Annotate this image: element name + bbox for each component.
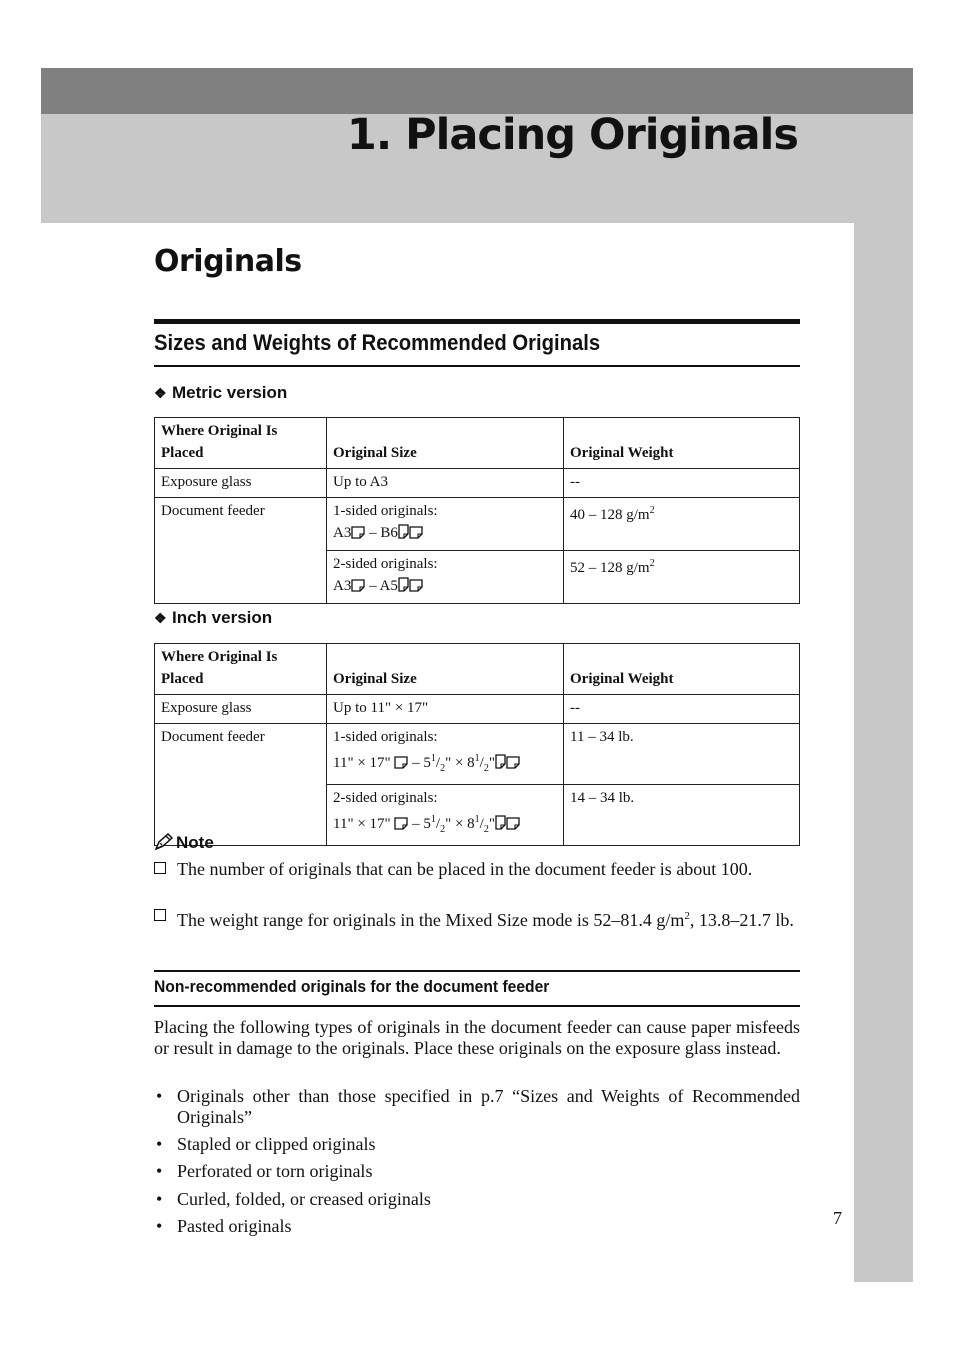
list-item-text: Pasted originals	[177, 1216, 292, 1236]
weight-value: 40 – 128 g/m	[570, 507, 650, 523]
chapter-title: 1. Placing Originals	[346, 110, 798, 160]
cell-size: 2-sided originals: A3 – A5	[327, 551, 564, 604]
list-item-text: Curled, folded, or creased originals	[177, 1189, 431, 1209]
table-row	[155, 695, 800, 724]
list-item	[154, 1161, 800, 1182]
diamond-icon: ❖	[154, 610, 167, 626]
landscape-paper-icon	[351, 577, 365, 599]
header-cell-weight: Original Weight	[564, 644, 800, 695]
landscape-paper-icon	[351, 524, 365, 546]
size-label: 1-sided originals:	[333, 729, 438, 745]
size-label: 2-sided originals:	[333, 556, 438, 572]
size-main: 11" × 17"	[333, 755, 391, 771]
portrait-paper-icon	[398, 577, 409, 599]
fraction-den: 2	[440, 763, 446, 774]
cell-weight	[564, 498, 800, 551]
nonrec-rule-top	[154, 970, 800, 972]
checkbox-icon	[154, 909, 166, 921]
landscape-paper-icon	[506, 754, 520, 776]
note-heading	[154, 833, 214, 853]
portrait-paper-icon	[495, 754, 506, 776]
list-item	[154, 1134, 800, 1155]
weight-sup: 2	[649, 558, 655, 569]
inch-table	[154, 643, 800, 846]
size-end: "	[488, 755, 495, 771]
list-item	[154, 1189, 800, 1210]
landscape-paper-icon	[409, 577, 423, 599]
metric-heading	[154, 383, 287, 403]
diamond-icon: ❖	[154, 385, 167, 401]
table-row	[155, 469, 800, 498]
size-to: A5	[379, 578, 398, 594]
landscape-paper-icon	[409, 524, 423, 546]
header-cell-size: Original Size	[327, 644, 564, 695]
list-item	[154, 1216, 800, 1237]
cell-weight: 11 – 34 lb.	[564, 724, 800, 785]
side-tab-band	[854, 223, 913, 1282]
header-cell-weight: Original Weight	[564, 418, 800, 469]
cell-weight: 14 – 34 lb.	[564, 785, 800, 846]
landscape-paper-icon	[394, 754, 408, 776]
bullet-dot: •	[156, 1216, 163, 1236]
size-to: B6	[380, 525, 398, 541]
metric-heading-label: Metric version	[172, 383, 288, 402]
note-heading-label: Note	[176, 833, 214, 852]
checkbox-icon	[154, 862, 166, 874]
cell-weight: --	[564, 469, 800, 498]
size-end: "	[488, 816, 495, 832]
table-header-row	[155, 644, 800, 695]
fraction-num: 1	[474, 753, 480, 764]
note-item	[154, 906, 800, 931]
subsection-title: Sizes and Weights of Recommended Originals	[154, 330, 601, 355]
size-dash: – 5	[408, 755, 431, 771]
note-text-sup: 2	[684, 910, 690, 922]
cell-size: 2-sided originals: 11" × 17" – $5^1/_2$" × $8^1/_2$"	[327, 785, 564, 846]
note-text: The number of originals that can be placed in the document feeder is about 100.	[177, 859, 753, 879]
cell-weight: --	[564, 695, 800, 724]
inch-heading-label: Inch version	[172, 608, 273, 627]
size-main: 11" × 17"	[333, 816, 391, 832]
bullet-dot: •	[156, 1134, 163, 1154]
fraction-den: 2	[483, 824, 489, 835]
bullet-dot: •	[156, 1086, 163, 1106]
header-cell-size: Original Size	[327, 418, 564, 469]
page-number: 7	[833, 1208, 842, 1228]
times-eight: " × 8	[445, 755, 475, 771]
header-cell-place: Where Original Is Placed	[155, 644, 327, 695]
header-cell-place: Where Original Is Placed	[155, 418, 327, 469]
fraction-num: 1	[430, 753, 436, 764]
table-row	[155, 724, 800, 785]
landscape-paper-icon	[394, 815, 408, 837]
nonrec-rule-bottom	[154, 1005, 800, 1007]
pencil-note-icon	[154, 833, 176, 852]
list-item-text: Perforated or torn originals	[177, 1161, 373, 1181]
header-band-dark	[41, 68, 913, 114]
bullet-dot: •	[156, 1161, 163, 1181]
cell-size: 1-sided originals: A3 – B6	[327, 498, 564, 551]
list-item-text: Originals other than those specified in p.7 “Sizes and Weights of Recommended Originals”	[177, 1086, 800, 1127]
size-dash: – 5	[408, 816, 431, 832]
cell-place: Exposure glass	[155, 469, 327, 498]
section-rule-top	[154, 319, 800, 324]
list-item-text: Stapled or clipped originals	[177, 1134, 376, 1154]
cell-size: Up to 11" × 17"	[327, 695, 564, 724]
note-text-post: , 13.8–21.7 lb.	[689, 910, 794, 930]
cell-size: Up to A3	[327, 469, 564, 498]
fraction-num: 1	[430, 814, 436, 825]
size-from: A3	[333, 525, 352, 541]
portrait-paper-icon	[495, 815, 506, 837]
weight-sup: 2	[649, 505, 655, 516]
cell-place: Exposure glass	[155, 695, 327, 724]
table-row	[155, 498, 800, 551]
note-text-pre: The weight range for originals in the Mixed Size mode is 52–81.4 g/m	[177, 910, 685, 930]
bullet-dot: •	[156, 1189, 163, 1209]
cell-place: Document feeder	[155, 724, 327, 846]
note-item	[154, 859, 800, 880]
section-title: Originals	[154, 244, 302, 279]
times-eight: " × 8	[445, 816, 475, 832]
table-header-row	[155, 418, 800, 469]
section-rule-bottom	[154, 365, 800, 367]
weight-value: 52 – 128 g/m	[570, 560, 650, 576]
size-from: A3	[333, 578, 352, 594]
size-label: 2-sided originals:	[333, 790, 438, 806]
metric-table	[154, 417, 800, 604]
note-text	[177, 906, 800, 931]
cell-place: Document feeder	[155, 498, 327, 604]
cell-weight	[564, 551, 800, 604]
fraction-den: 2	[440, 824, 446, 835]
inch-heading	[154, 608, 272, 628]
list-item	[154, 1086, 800, 1128]
fraction-num: 1	[474, 814, 480, 825]
cell-size: 1-sided originals: 11" × 17" – $5^1/_2$" × $8^1/_2$"	[327, 724, 564, 785]
size-label: 1-sided originals:	[333, 503, 438, 519]
nonrec-paragraph: Placing the following types of originals in the document feeder can cause paper misfeeds or result in damage to the originals. Place these originals on the exposure glass instead.	[154, 1017, 800, 1058]
portrait-paper-icon	[398, 524, 409, 546]
fraction-den: 2	[483, 763, 489, 774]
nonrec-heading: Non-recommended originals for the document feeder	[154, 977, 550, 996]
landscape-paper-icon	[506, 815, 520, 837]
